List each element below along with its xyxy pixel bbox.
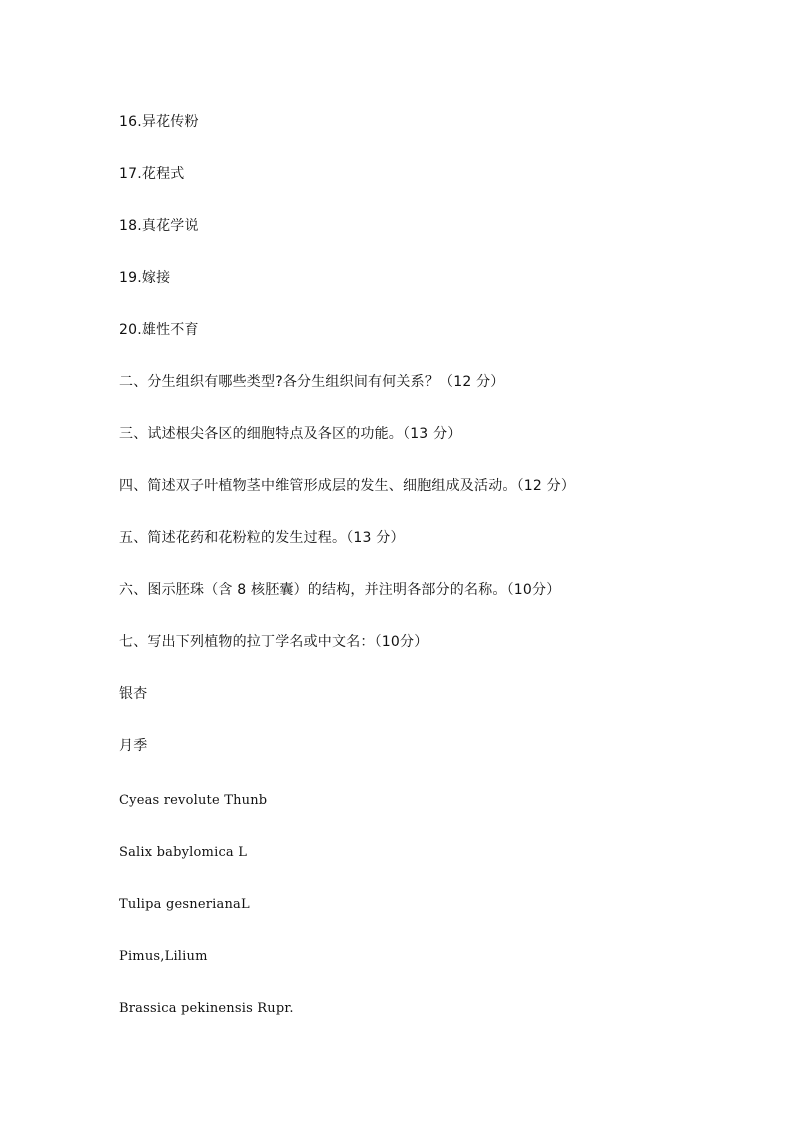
- plant-latin-cycas: Cyeas revolute Thunb: [119, 793, 268, 808]
- plant-latin-pinus-lilium: Pimus,Lilium: [119, 949, 208, 964]
- question-3: 三、试述根尖各区的细胞特点及各区的功能。（13 分）: [119, 426, 462, 442]
- question-5: 五、简述花药和花粉粒的发生过程。（13 分）: [119, 530, 405, 546]
- term-17: 17.花程式: [119, 166, 185, 182]
- term-18: 18.真花学说: [119, 218, 199, 234]
- term-19: 19.嫁接: [119, 270, 171, 286]
- plant-latin-brassica: Brassica pekinensis Rupr.: [119, 1001, 294, 1016]
- plant-latin-salix: Salix babylomica L: [119, 845, 248, 860]
- plant-chinese-ginkgo: 银杏: [119, 686, 148, 702]
- term-20: 20.雄性不育: [119, 322, 199, 338]
- plant-latin-tulipa: Tulipa gesnerianaL: [119, 897, 250, 912]
- term-16: 16.异花传粉: [119, 114, 199, 130]
- question-7: 七、写出下列植物的拉丁学名或中文名：（10分）: [119, 634, 429, 650]
- plant-chinese-rose: 月季: [119, 738, 148, 754]
- question-2: 二、分生组织有哪些类型?各分生组织间有何关系？（12 分）: [119, 374, 505, 390]
- question-4: 四、简述双子叶植物茎中维管形成层的发生、细胞组成及活动。（12 分）: [119, 478, 576, 494]
- question-6: 六、图示胚珠（含 8 核胚囊）的结构，并注明各部分的名称。（10分）: [119, 582, 561, 598]
